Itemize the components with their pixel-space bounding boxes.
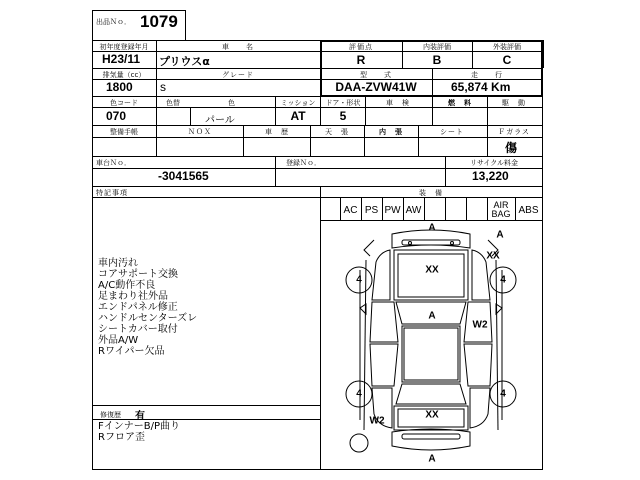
doors-label: ドア・形状: [325, 99, 361, 107]
transmission-value: AT: [290, 109, 306, 123]
grid-line: [275, 96, 276, 125]
registration-label: 登録Ｎｏ．: [286, 159, 321, 167]
grid-line: [466, 197, 467, 220]
recycle-label: リサイクル料金: [469, 159, 519, 167]
color-label: 色: [228, 99, 236, 107]
equipment-ac: AC: [343, 205, 358, 216]
tire-front-right: 4: [500, 274, 506, 286]
grade-label: グレード: [222, 71, 254, 79]
tire-rear-right: 4: [500, 388, 506, 400]
grid-line: [402, 40, 403, 68]
grid-line: [432, 68, 433, 96]
mark-rear-bumper: A: [428, 453, 436, 465]
year-value: H23/11: [102, 52, 141, 66]
grid-line: [92, 197, 543, 198]
grid-line: [364, 125, 365, 156]
nox-label: ＮＯＸ: [188, 128, 212, 136]
front-glass-value: 傷: [505, 141, 518, 155]
repair-item: FインナーB/P曲り: [98, 421, 181, 432]
mileage-label: 走 行: [471, 71, 503, 79]
mark-trunk: XX: [425, 409, 439, 421]
grid-line: [472, 40, 473, 68]
drive-label: 駆 動: [502, 99, 526, 107]
grid-line: [92, 137, 543, 138]
color-code-label: 色コード: [110, 99, 138, 107]
car-damage-diagram: [320, 220, 542, 469]
grid-line: [487, 125, 488, 156]
repair-history-value: 有: [135, 411, 145, 422]
tire-front-left: 4: [356, 274, 362, 286]
tire-rear-left: 4: [356, 388, 362, 400]
grid-line: [543, 40, 544, 68]
mileage-value: 65,874 Km: [451, 80, 511, 94]
displacement-value: 1800: [106, 80, 133, 94]
color-code-value: 070: [106, 109, 127, 123]
exterior-grade-label: 外装評価: [493, 43, 521, 51]
equipment-aw: AW: [405, 205, 422, 216]
chassis-label: 車台Ｎｏ．: [96, 159, 131, 167]
grid-line: [92, 107, 543, 108]
front-glass-label: Ｆガラス: [498, 128, 530, 136]
grid-line: [92, 419, 320, 420]
notes-label: 特記事項: [96, 189, 128, 197]
note-item: ハンドルセンターズレ: [98, 313, 198, 324]
interior-trim-label: 内 張: [379, 128, 403, 136]
manual-label: 整備手帳: [110, 128, 138, 136]
grid-line: [542, 40, 543, 470]
grid-line: [487, 96, 488, 125]
note-item: A/C動作不良: [98, 280, 156, 291]
grid-line: [156, 96, 157, 125]
lot-number: 1079: [140, 12, 178, 31]
history-label: 車 歴: [265, 128, 289, 136]
recycle-value: 13,220: [472, 169, 509, 183]
grid-line: [92, 51, 543, 52]
equipment-airbag-line2: BAG: [491, 209, 511, 219]
model-type-value: DAA-ZVW41W: [335, 80, 417, 94]
doors-value: 5: [339, 109, 347, 123]
transmission-label: ミッション: [280, 99, 316, 107]
grid-line: [243, 125, 244, 156]
grid-line: [320, 96, 321, 125]
grid-line: [156, 68, 157, 96]
inspection-label: 車 検: [386, 99, 410, 107]
grid-line: [92, 156, 543, 157]
grid-line: [92, 469, 543, 470]
grid-line: [320, 40, 322, 97]
equipment-abs: ABS: [518, 205, 539, 216]
interior-grade-value: B: [432, 53, 442, 67]
mark-hood: XX: [425, 264, 439, 276]
mark-left-rear-quarter: W2: [369, 415, 385, 427]
chassis-value: -3041565: [158, 169, 209, 183]
ceiling-label: 天 張: [325, 128, 349, 136]
mark-front-bumper: A: [428, 222, 436, 234]
note-item: Rワイパー欠品: [98, 346, 165, 357]
exterior-grade-value: C: [502, 53, 512, 67]
equipment-pw: PW: [384, 205, 401, 216]
lot-label: 出品Ｎｏ．: [96, 18, 131, 26]
grid-line: [445, 197, 446, 220]
mark-roof: A: [428, 310, 436, 322]
grid-line: [156, 40, 157, 68]
grade-value: s: [160, 80, 166, 94]
repair-item: Rフロア歪: [98, 432, 145, 443]
grid-line: [92, 405, 320, 406]
model-type-label: 型 式: [360, 71, 392, 79]
fuel-label: 燃 料: [448, 99, 472, 107]
grid-line: [275, 156, 276, 186]
mark-right-door: W2: [472, 319, 488, 331]
mark-right-front-corner: A: [496, 229, 504, 241]
grid-line: [92, 125, 543, 126]
equipment-ps: PS: [364, 205, 379, 216]
model-value: プリウスα: [159, 55, 210, 68]
note-item: シートカバー取付: [98, 324, 178, 335]
grid-line: [432, 96, 433, 125]
grid-line: [92, 186, 543, 187]
note-item: 足まわり社外品: [98, 291, 168, 302]
repair-history-label: 修復歴: [100, 411, 121, 419]
grid-line: [365, 96, 366, 125]
model-label: 車 名: [222, 43, 254, 51]
interior-grade-label: 内装評価: [423, 43, 451, 51]
grid-line: [541, 40, 543, 97]
grid-line: [445, 156, 446, 186]
score-value: R: [356, 53, 366, 67]
grid-line: [310, 125, 311, 156]
note-item: 車内汚れ: [98, 258, 138, 269]
year-label: 初年度登録年月: [99, 43, 149, 51]
color-change-label: 色替: [166, 99, 180, 107]
seat-label: シート: [440, 128, 464, 136]
score-label: 評価点: [349, 43, 373, 51]
equipment-label: 装 備: [419, 189, 443, 197]
note-item: エンドパネル修正: [98, 302, 178, 313]
mark-right-fender: XX: [486, 250, 500, 262]
displacement-label: 排気量（cc）: [102, 71, 146, 79]
color-value: パール: [205, 115, 235, 126]
note-item: コアサポート交換: [98, 269, 178, 280]
note-item: 外品A/W: [98, 335, 139, 346]
grid-line: [424, 197, 425, 220]
equipment-airbag-line1: AIR: [493, 200, 509, 210]
grid-line: [156, 125, 157, 156]
grid-line: [190, 107, 191, 125]
grid-line: [418, 125, 419, 156]
